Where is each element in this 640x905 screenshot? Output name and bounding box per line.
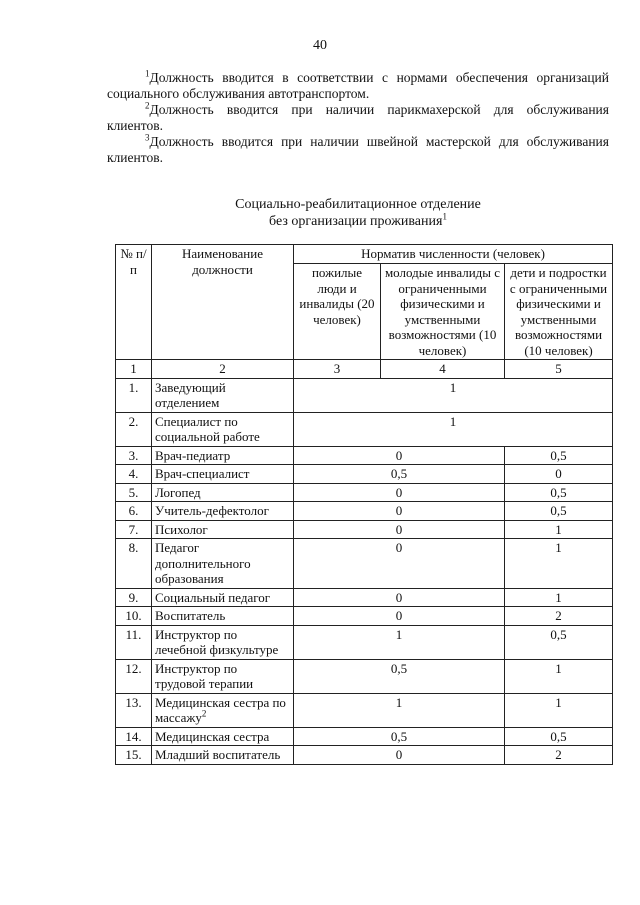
footnotes — [107, 70, 609, 166]
footnote-mark: 1 — [145, 68, 150, 79]
footnote — [107, 102, 609, 134]
position-name-text: Инструктор по лечебной физкультуре — [155, 626, 279, 657]
row-number: 13. — [116, 693, 152, 727]
row-number: 14. — [116, 727, 152, 746]
table-row — [116, 446, 613, 465]
norm-value-adults: 1 — [294, 625, 505, 659]
section-title-text: без организации проживания — [269, 214, 443, 229]
position-name — [152, 746, 294, 765]
norm-value-adults: 0 — [294, 539, 505, 589]
norm-value-adults: 0 — [294, 483, 505, 502]
norm-value-children: 1 — [505, 520, 613, 539]
norm-value-adults: 0,5 — [294, 659, 505, 693]
position-name-text: Социальный педагог — [155, 589, 271, 605]
position-name-text: Психолог — [155, 521, 208, 537]
footnote-mark: 2 — [145, 100, 150, 111]
row-number: 2. — [116, 412, 152, 446]
section-title-line-1: Социально-реабилитационное отделение — [235, 197, 481, 212]
table-row — [116, 539, 613, 589]
header-norm: Норматив численности (человек) — [294, 245, 613, 264]
norm-value-adults: 0 — [294, 588, 505, 607]
norm-value-adults: 0 — [294, 746, 505, 765]
position-name — [152, 625, 294, 659]
section-title — [107, 196, 609, 230]
position-name — [152, 693, 294, 727]
header-position: Наименование должности — [152, 245, 294, 360]
row-number: 6. — [116, 502, 152, 521]
norm-value-children: 0,5 — [505, 446, 613, 465]
table-row — [116, 625, 613, 659]
row-number: 11. — [116, 625, 152, 659]
norm-value-adults: 0 — [294, 446, 505, 465]
header-num: № п/п — [116, 245, 152, 360]
row-number: 5. — [116, 483, 152, 502]
position-name-text: Медицинская сестра по массажу — [155, 694, 286, 725]
table-row — [116, 465, 613, 484]
norm-value-children: 1 — [505, 539, 613, 589]
row-number: 4. — [116, 465, 152, 484]
norm-value-children: 0 — [505, 465, 613, 484]
table-header-row — [116, 245, 613, 264]
row-number: 8. — [116, 539, 152, 589]
table-row — [116, 378, 613, 412]
position-name-text: Инструктор по трудовой терапии — [155, 660, 254, 691]
staffing-table — [115, 244, 613, 765]
row-number: 1. — [116, 378, 152, 412]
table-row — [116, 659, 613, 693]
header-group-young-disabled: молодые инвалиды с ограниченными физическими и умственными возможностями (10 человек) — [381, 264, 505, 360]
position-name — [152, 412, 294, 446]
table-row — [116, 727, 613, 746]
norm-value-children: 1 — [505, 588, 613, 607]
table-row — [116, 502, 613, 521]
table-row — [116, 483, 613, 502]
footnote — [107, 70, 609, 102]
index-cell: 3 — [294, 360, 381, 379]
position-name — [152, 607, 294, 626]
position-name-text: Младший воспитатель — [155, 747, 281, 762]
table-row — [116, 520, 613, 539]
header-group-children: дети и подростки с ограниченными физическими и умственными возможностями (10 человек) — [505, 264, 613, 360]
position-name-text: Врач-специалист — [155, 466, 250, 481]
table-index-row — [116, 360, 613, 379]
position-name-text: Учитель-дефектолог — [155, 503, 269, 518]
table-row — [116, 607, 613, 626]
position-name — [152, 539, 294, 589]
position-name — [152, 465, 294, 484]
norm-value-adults: 0 — [294, 520, 505, 539]
footnote-text: Должность вводится при наличии парикмахерской для обслуживания клиентов. — [107, 102, 609, 133]
position-name-text: Педагог дополнительного образования — [155, 540, 251, 586]
index-cell: 5 — [505, 360, 613, 379]
norm-value-children: 1 — [505, 659, 613, 693]
position-name — [152, 659, 294, 693]
position-name — [152, 588, 294, 607]
position-name — [152, 378, 294, 412]
page-number: 40 — [313, 38, 327, 53]
position-name-text: Медицинская сестра — [155, 728, 270, 744]
norm-value-children: 2 — [505, 746, 613, 765]
norm-value-adults: 0,5 — [294, 465, 505, 484]
position-name-text: Воспитатель — [155, 608, 226, 623]
norm-value-children: 1 — [505, 693, 613, 727]
row-number: 12. — [116, 659, 152, 693]
footnote-text: Должность вводится в соответствии с нормами обеспечения организаций социального обслуживания автотранспортом. — [107, 70, 609, 101]
norm-value-all: 1 — [294, 412, 613, 446]
norm-value-adults: 0 — [294, 607, 505, 626]
position-name — [152, 446, 294, 465]
norm-value-adults: 0 — [294, 502, 505, 521]
position-name — [152, 502, 294, 521]
section-title-line-2 — [107, 213, 609, 230]
norm-value-children: 0,5 — [505, 502, 613, 521]
position-name — [152, 727, 294, 746]
position-name-text: Специалист по социальной работе — [155, 413, 260, 444]
table-row — [116, 588, 613, 607]
index-cell: 2 — [152, 360, 294, 379]
norm-value-children: 0,5 — [505, 483, 613, 502]
norm-value-adults: 1 — [294, 693, 505, 727]
norm-value-children: 0,5 — [505, 727, 613, 746]
norm-value-all: 1 — [294, 378, 613, 412]
index-cell: 1 — [116, 360, 152, 379]
position-name — [152, 520, 294, 539]
row-number: 15. — [116, 746, 152, 765]
position-name — [152, 483, 294, 502]
row-number: 7. — [116, 520, 152, 539]
row-number: 9. — [116, 588, 152, 607]
row-number: 10. — [116, 607, 152, 626]
norm-value-children: 2 — [505, 607, 613, 626]
footnote — [107, 134, 609, 166]
table-row — [116, 693, 613, 727]
position-name-text: Врач-педиатр — [155, 447, 231, 463]
row-number: 3. — [116, 446, 152, 465]
position-name-text: Заведующий отделением — [155, 379, 226, 410]
index-cell: 4 — [381, 360, 505, 379]
footnote-mark: 2 — [201, 708, 207, 719]
norm-value-children: 0,5 — [505, 625, 613, 659]
table-row — [116, 746, 613, 765]
norm-value-adults: 0,5 — [294, 727, 505, 746]
footnote-mark: 3 — [145, 132, 150, 143]
position-name-text: Логопед — [155, 484, 201, 500]
footnote-text: Должность вводится при наличии швейной мастерской для обслуживания клиентов. — [107, 134, 609, 165]
table-row — [116, 412, 613, 446]
header-group-elderly: пожилые люди и инвалиды (20 человек) — [294, 264, 381, 360]
section-title-mark: 1 — [442, 211, 447, 222]
